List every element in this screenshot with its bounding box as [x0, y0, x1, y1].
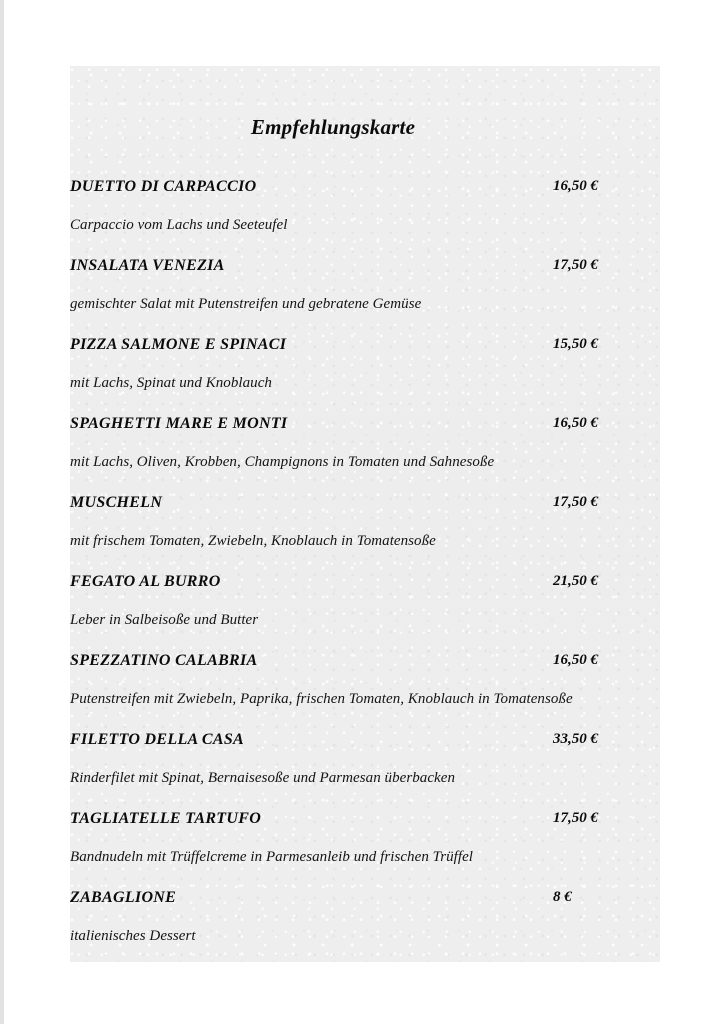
menu-item-header — [70, 731, 660, 770]
menu-item-description: mit Lachs, Oliven, Krobben, Champignons in Tomaten und Sahnesoße — [70, 454, 495, 470]
page-title: Empfehlungskarte — [250, 115, 416, 139]
menu-item-price: 16,50 € — [553, 178, 598, 194]
menu-item-description: italienisches Dessert — [70, 928, 196, 944]
menu-item-description: mit Lachs, Spinat und Knoblauch — [70, 375, 272, 391]
menu-item-price: 8 € — [553, 889, 572, 905]
menu-item-description: gemischter Salat mit Putenstreifen und gebratene Gemüse — [70, 296, 422, 312]
menu-item-price: 17,50 € — [553, 810, 598, 826]
menu-item-name: TAGLIATELLE TARTUFO — [70, 810, 262, 827]
menu-item-name: MUSCHELN — [70, 494, 163, 511]
menu-item-price: 15,50 € — [553, 336, 598, 352]
menu-item-name: INSALATA VENEZIA — [70, 257, 225, 274]
menu-item-price: 33,50 € — [553, 731, 598, 747]
menu-item-name: DUETTO DI CARPACCIO — [70, 178, 257, 195]
menu-item — [70, 573, 660, 652]
menu-item — [70, 494, 660, 573]
menu-item-description: mit frischem Tomaten, Zwiebeln, Knoblauch in Tomatensoße — [70, 533, 436, 549]
menu-sheet — [70, 66, 660, 962]
menu-item — [70, 415, 660, 494]
menu-item — [70, 257, 660, 336]
menu-item — [70, 178, 660, 257]
menu-item — [70, 889, 660, 968]
page-edge-strip — [0, 0, 4, 1024]
menu-item-header — [70, 573, 660, 612]
menu-item-description: Putenstreifen mit Zwiebeln, Paprika, frischen Tomaten, Knoblauch in Tomatensoße — [70, 691, 573, 707]
menu-item — [70, 336, 660, 415]
menu-item-header — [70, 810, 660, 849]
menu-item-name: SPEZZATINO CALABRIA — [70, 652, 258, 669]
menu-item-description: Rinderfilet mit Spinat, Bernaisesoße und Parmesan überbacken — [70, 770, 456, 786]
menu-item — [70, 810, 660, 889]
menu-item-description: Bandnudeln mit Trüffelcreme in Parmesanleib und frischen Trüffel — [70, 849, 474, 865]
menu-item-header — [70, 336, 660, 375]
menu-item-price: 21,50 € — [553, 573, 598, 589]
menu-item — [70, 731, 660, 810]
menu-item-header — [70, 889, 660, 928]
menu-item-header — [70, 178, 660, 217]
menu-item-price: 17,50 € — [553, 257, 598, 273]
menu-item-description: Carpaccio vom Lachs und Seeteufel — [70, 217, 288, 233]
menu-item-header — [70, 257, 660, 296]
menu-item-name: PIZZA SALMONE E SPINACI — [70, 336, 287, 353]
menu-item-header — [70, 652, 660, 691]
menu-item-list — [70, 178, 660, 968]
menu-item-name: ZABAGLIONE — [70, 889, 177, 906]
menu-item-price: 16,50 € — [553, 415, 598, 431]
menu-item-price: 17,50 € — [553, 494, 598, 510]
menu-item-header — [70, 494, 660, 533]
menu-item-name: FILETTO DELLA CASA — [70, 731, 245, 748]
menu-item-price: 16,50 € — [553, 652, 598, 668]
menu-item-header — [70, 415, 660, 454]
menu-item-description: Leber in Salbeisoße und Butter — [70, 612, 259, 628]
menu-item — [70, 652, 660, 731]
menu-item-name: SPAGHETTI MARE E MONTI — [70, 415, 288, 432]
menu-item-name: FEGATO AL BURRO — [70, 573, 221, 590]
